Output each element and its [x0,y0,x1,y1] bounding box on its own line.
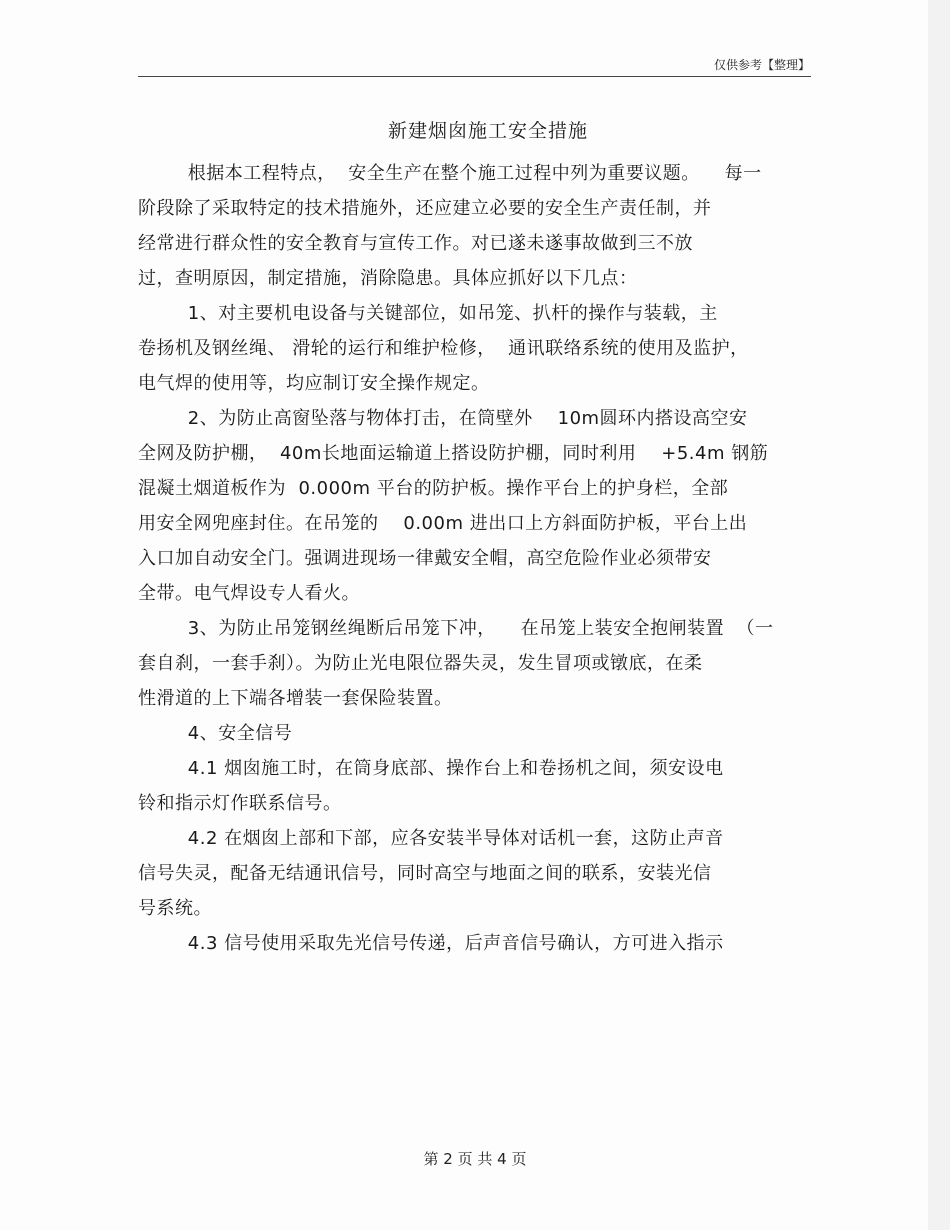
body-line: 2、为防止高窗坠落与物体打击，在筒壁外 10m圆环内搭设高空安 [138,408,748,429]
header-divider [138,76,811,77]
header-note: 仅供参考【整理】 [713,58,810,72]
body-line: 经常进行群众性的安全教育与宣传工作。对已遂未遂事故做到三不放 [138,233,693,254]
body-line: 4.3 信号使用采取先光信号传递，后声音信号确认，方可进入指示 [138,933,724,954]
document-title: 新建烟囱施工安全措施 [387,120,588,142]
body-line: 信号失灵，配备无结通讯信号，同时高空与地面之间的联系，安装光信 [138,863,712,884]
body-line: 阶段除了采取特定的技术措施外，还应建立必要的安全生产责任制，并 [138,198,712,219]
page-edge [928,0,950,1230]
body-line: 过，查明原因，制定措施，消除隐患。具体应抓好以下几点： [138,268,638,289]
body-line: 性滑道的上下端各增装一套保险装置。 [138,688,453,709]
body-line: 3、为防止吊笼钢丝绳断后吊笼下冲， 在吊笼上装安全抱闸装置 （一 [138,618,774,639]
body-line: 4.1 烟囱施工时，在筒身底部、操作台上和卷扬机之间，须安设电 [138,758,724,779]
body-line: 号系统。 [138,898,212,919]
body-line: 4.2 在烟囱上部和下部，应各安装半导体对话机一套，这防止声音 [138,828,724,849]
body-line: 入口加自动安全门。强调进现场一律戴安全帽，高空危险作业必须带安 [138,548,712,569]
body-line: 套自刹，一套手刹）。为防止光电限位器失灵，发生冒项或镦底，在柔 [138,653,703,674]
body-line: 全网及防护棚， 40m长地面运输道上搭设防护棚，同时利用 +5.4m 钢筋 [138,443,769,464]
body-line: 电气焊的使用等，均应制订安全操作规定。 [138,373,490,394]
body-line: 根据本工程特点， 安全生产在整个施工过程中列为重要议题。 每一 [138,163,762,184]
body-line: 全带。电气焊设专人看火。 [138,583,360,604]
body-line: 4、安全信号 [138,723,293,744]
body-line: 混凝土烟道板作为 0.000m 平台的防护板。操作平台上的护身栏，全部 [138,478,729,499]
page-footer: 第 2 页 共 4 页 [423,1150,527,1168]
body-line: 铃和指示灯作联系信号。 [138,793,342,814]
body-line: 用安全网兜座封住。在吊笼的 0.00m 进出口上方斜面防护板，平台上出 [138,513,748,534]
document-body [138,156,810,961]
body-line: 1、对主要机电设备与关键部位，如吊笼、扒杆的操作与装载，主 [138,303,718,324]
body-line: 卷扬机及钢丝绳、 滑轮的运行和维护检修， 通讯联络系统的使用及监护， [138,338,749,359]
